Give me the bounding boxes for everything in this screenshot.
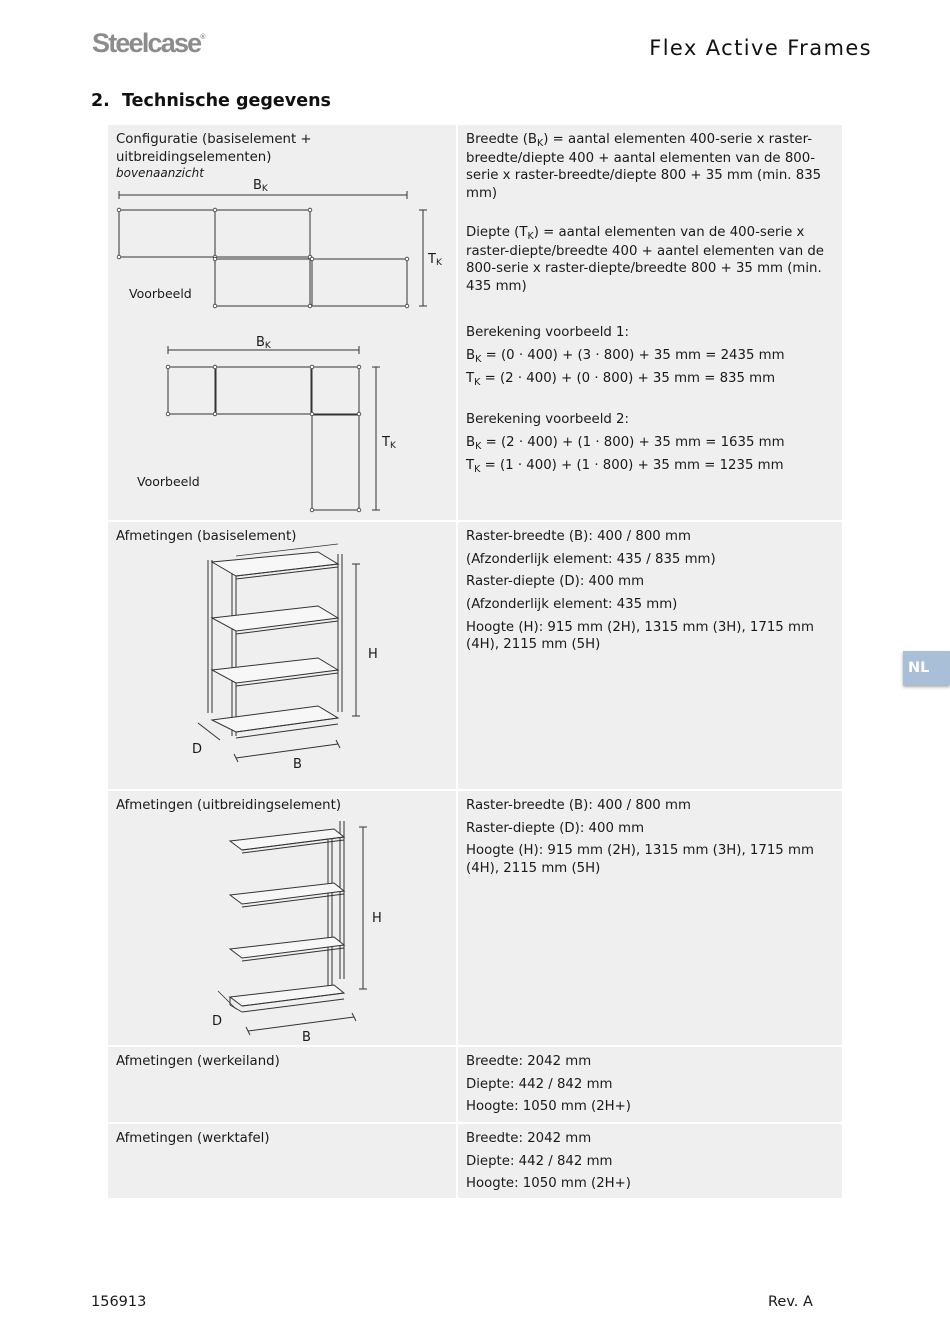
spec-row-werkeiland — [108, 1047, 842, 1124]
uitbreiding-description-cell — [458, 791, 842, 1045]
uitbreiding-depth-label: D — [212, 1014, 223, 1029]
uitbreiding-width-label: B — [302, 1030, 311, 1045]
breedte-formula: Breedte $(B_K)$ = aantal elementen 400-serie x raster-breedte/diepte 400 + aantal elementen van de 800-serie x raster-breedte/diepte 800 + 35 mm (min. 835 mm) — [466, 132, 822, 201]
example1-tk: $T_K = (2 \cdot 400) + (0 \cdot 800) + 35$ mm = 835 mm — [466, 371, 776, 389]
basis-line: (Afzonderlijk element: 435 mm) — [466, 597, 678, 613]
example1-title: Berekening voorbeeld 1: — [466, 325, 629, 340]
example2-title: Berekening voorbeeld 2: — [466, 411, 629, 427]
spec-row-configuration — [108, 125, 842, 522]
base-element-drawing — [108, 548, 458, 788]
uitbreiding-label-cell — [108, 791, 458, 1045]
uitbreiding-label: Afmetingen (uitbreidingselement) — [116, 798, 342, 813]
werkeiland-line: Breedte: 2042 mm — [466, 1054, 592, 1069]
diagram1-width-label: BK — [253, 178, 268, 194]
basis-line: (Afzonderlijk element: 435 / 835 mm) — [466, 551, 716, 567]
language-tab-nl[interactable]: NL — [903, 651, 950, 685]
uitbreiding-line: Hoogte (H): 915 mm (2H), 1315 mm (3H), 1715 mm (4H), 2115 mm (5H) — [466, 843, 814, 876]
steelcase-logo: Steelcase® — [92, 28, 206, 58]
diagram1-depth-label: TK — [428, 252, 442, 268]
example1-bk: $B_K = (0 \cdot 400) + (3 \cdot 800) + 35$ mm = 2435 mm — [466, 347, 785, 365]
werkeiland-description-cell — [458, 1047, 842, 1122]
werktafel-label-cell — [108, 1124, 458, 1198]
werkeiland-line: Hoogte: 1050 mm (2H+) — [466, 1099, 631, 1115]
config-label: Configuratie (basiselement + uitbreidingselementen) — [116, 132, 312, 165]
basis-line: Hoogte (H): 915 mm (2H), 1315 mm (3H), 1715 mm (4H), 2115 mm (5H) — [466, 619, 814, 653]
spec-table — [108, 125, 842, 1198]
basis-label: Afmetingen (basiselement) — [116, 529, 297, 544]
section-number: 2. — [91, 91, 110, 111]
spec-row-extension-element — [108, 791, 842, 1047]
section-title: Technische gegevens — [122, 91, 331, 111]
uitbreiding-height-label: H — [372, 911, 382, 926]
werktafel-description-cell — [458, 1124, 842, 1198]
diagram2-example-label: Voorbeeld — [137, 474, 200, 489]
uitbreiding-line: Raster-breedte (B): 400 / 800 mm — [466, 798, 691, 813]
example2-bk: $B_K = (2 \cdot 400) + (1 \cdot 800) + 35$ mm = 1635 mm — [466, 434, 785, 452]
config-description-cell — [458, 125, 842, 520]
config-label-cell — [108, 125, 458, 520]
basis-description-cell — [458, 522, 842, 789]
diagram2-depth-label: TK — [382, 435, 396, 451]
revision-label: Rev. A — [768, 1294, 813, 1310]
werktafel-line: Hoogte: 1050 mm (2H+) — [466, 1176, 631, 1192]
basis-width-label: B — [293, 757, 302, 772]
werktafel-label: Afmetingen (werktafel) — [116, 1131, 270, 1146]
diagram2-width-label: BK — [256, 335, 271, 351]
basis-line: Raster-diepte (D): 400 mm — [466, 574, 645, 590]
basis-label-cell — [108, 522, 458, 789]
werkeiland-line: Diepte: 442 / 842 mm — [466, 1076, 613, 1092]
diagram1-example-label: Voorbeeld — [129, 286, 192, 301]
basis-height-label: H — [368, 647, 378, 662]
spec-row-base-element — [108, 522, 842, 791]
basis-depth-label: D — [192, 742, 203, 757]
document-number: 156913 — [91, 1294, 147, 1310]
spec-row-werktafel — [108, 1124, 842, 1198]
werktafel-line: Diepte: 442 / 842 mm — [466, 1153, 613, 1169]
top-view-diagram-example-1 — [108, 173, 458, 313]
werkeiland-label: Afmetingen (werkeiland) — [116, 1054, 280, 1069]
top-view-diagram-example-2 — [108, 328, 458, 518]
werkeiland-label-cell — [108, 1047, 458, 1122]
basis-line: Raster-breedte (B): 400 / 800 mm — [466, 529, 691, 544]
extension-element-drawing — [108, 817, 458, 1045]
werktafel-line: Breedte: 2042 mm — [466, 1131, 592, 1146]
document-title: Flex Active Frames — [649, 36, 872, 60]
section-heading — [91, 91, 331, 111]
diepte-formula: Diepte $(T_K)$ = aantal elementen van de 400-serie x raster-diepte/breedte 400 + aantel elementen van de 800-serie x raster-diepte/breedte 800 + 35 mm (min. 435 mm) — [466, 225, 824, 294]
example2-tk: $T_K = (1 \cdot 400) + (1 \cdot 800) + 35$ mm = 1235 mm — [466, 458, 784, 476]
config-sublabel: bovenaanzicht — [116, 166, 204, 180]
uitbreiding-line: Raster-diepte (D): 400 mm — [466, 820, 645, 836]
